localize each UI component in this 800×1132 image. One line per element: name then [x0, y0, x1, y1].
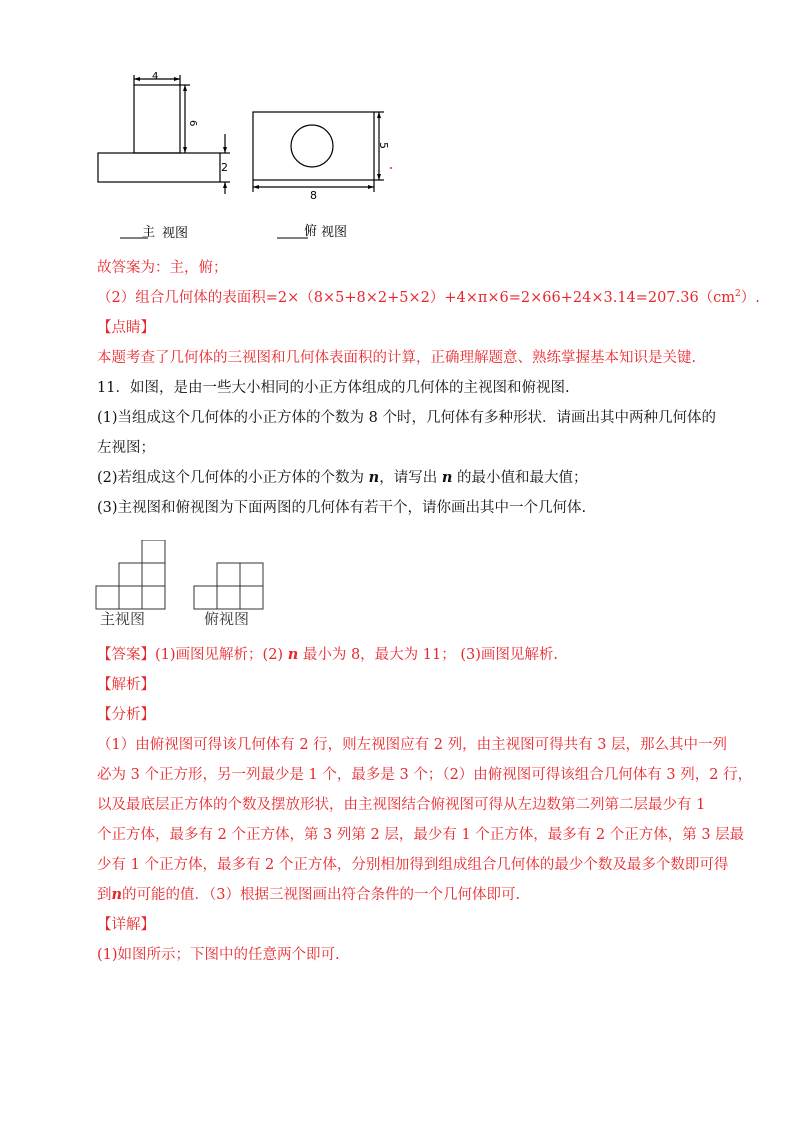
fenxi-line-4: 个正方体，最多有 2 个正方体，第 3 列第 2 层，最少有 1 个正方体，最多有 2 个正方体，第 3 层最 — [97, 827, 745, 843]
fenxi-line-5: 少有 1 个正方体，最多有 2 个正方体，分别相加得到组成组合几何体的最少个数及最多个数即可得 — [97, 857, 729, 873]
figure-three-views-dimensions — [90, 70, 410, 250]
cube-front-caption: 主视图 — [100, 610, 146, 625]
fenxi-last-rest: 的可能的值．（3）根据三视图画出符合条件的一个几何体即可. — [122, 887, 521, 903]
top-dim-bottom: 8 — [310, 189, 317, 202]
figure-cube-views — [90, 540, 290, 625]
answer-text-b: 最小为 8，最大为 11； (3)画图见解析. — [298, 647, 558, 663]
q11-part2-text-a: (2)若组成这个几何体的小正方体的个数为 — [97, 470, 369, 486]
q11-part2 — [97, 468, 587, 488]
fenxi-line-6 — [97, 885, 520, 905]
top-dim-side: 5 — [377, 142, 390, 149]
q11-part2-var-n: n — [368, 469, 380, 486]
front-dim-top: 4 — [152, 71, 159, 82]
xiangjie-text: (1)如图所示；下图中的任意两个即可. — [97, 947, 340, 963]
front-caption-rest: 视图 — [162, 226, 189, 241]
fenxi-line-1: （1）由俯视图可得该几何体有 2 行，则左视图应有 2 列，由主视图可得共有 3 层，那么其中一列 — [97, 737, 728, 753]
answer-line — [97, 645, 558, 665]
fenxi-line-2: 必为 3 个正方形，另一列最少是 1 个，最多是 3 个；（2）由俯视图可得该组合几何体有 3 列，2 行， — [97, 767, 753, 783]
q11-stem: 11．如图，是由一些大小相同的小正方体组成的几何体的主视图和俯视图. — [97, 380, 570, 396]
dianjing-heading: 【点睛】 — [97, 320, 155, 336]
cube-top-caption: 俯视图 — [204, 610, 250, 625]
front-view-grid — [96, 540, 165, 609]
answer-summary-line: 故答案为：主，俯； — [97, 260, 228, 276]
top-caption-rest: 视图 — [321, 225, 348, 240]
jiexi-heading: 【解析】 — [97, 677, 155, 693]
top-view-grid — [194, 563, 263, 609]
fenxi-line-3: 以及最底层正方体的个数及摆放形状，由主视图结合俯视图可得从左边数第二列第二层最少有 1 — [97, 797, 706, 813]
front-view-drawing — [98, 75, 230, 194]
top-view-drawing — [253, 112, 384, 192]
front-dim-base: 2 — [221, 161, 228, 174]
answer-var-n: n — [287, 646, 299, 663]
q11-part2-var-n2: n — [441, 469, 453, 486]
surface-area-tail: ）. — [740, 290, 760, 306]
q11-part2-text-c: 的最小值和最大值； — [452, 470, 588, 486]
front-dim-height: 6 — [187, 120, 198, 127]
q11-part1-line2: 左视图； — [97, 440, 155, 456]
fenxi-heading: 【分析】 — [97, 707, 155, 723]
top-caption-label: 俯 — [304, 224, 318, 239]
dianjing-text: 本题考查了几何体的三视图和几何体表面积的计算，正确理解题意、熟练掌握基本知识是关键. — [97, 350, 697, 366]
surface-area-exponent: 2 — [735, 289, 741, 299]
surface-area-text: （2）组合几何体的表面积=2×（8×5+8×2+5×2）+4×π×6=2×66+24×3.14=207.36（cm — [97, 290, 736, 306]
fenxi-last-pre: 到 — [97, 887, 112, 903]
front-caption-label: 主 — [142, 225, 156, 240]
q11-part3: (3)主视图和俯视图为下面两图的几何体有若干个，请你画出其中一个几何体. — [97, 500, 587, 516]
fenxi-var-n: n — [111, 886, 123, 903]
q11-part1-line1: (1)当组成这个几何体的小正方体的个数为 8 个时，几何体有多种形状．请画出其中两种几何体的 — [97, 410, 716, 426]
answer-text-a: (1)画图见解析；(2) — [155, 647, 288, 663]
q11-part2-text-b: ，请写出 — [379, 470, 442, 486]
answer-label: 【答案】 — [97, 647, 155, 663]
surface-area-line — [97, 288, 760, 308]
xiangjie-heading: 【详解】 — [97, 917, 155, 933]
red-dot-mark — [390, 167, 392, 169]
